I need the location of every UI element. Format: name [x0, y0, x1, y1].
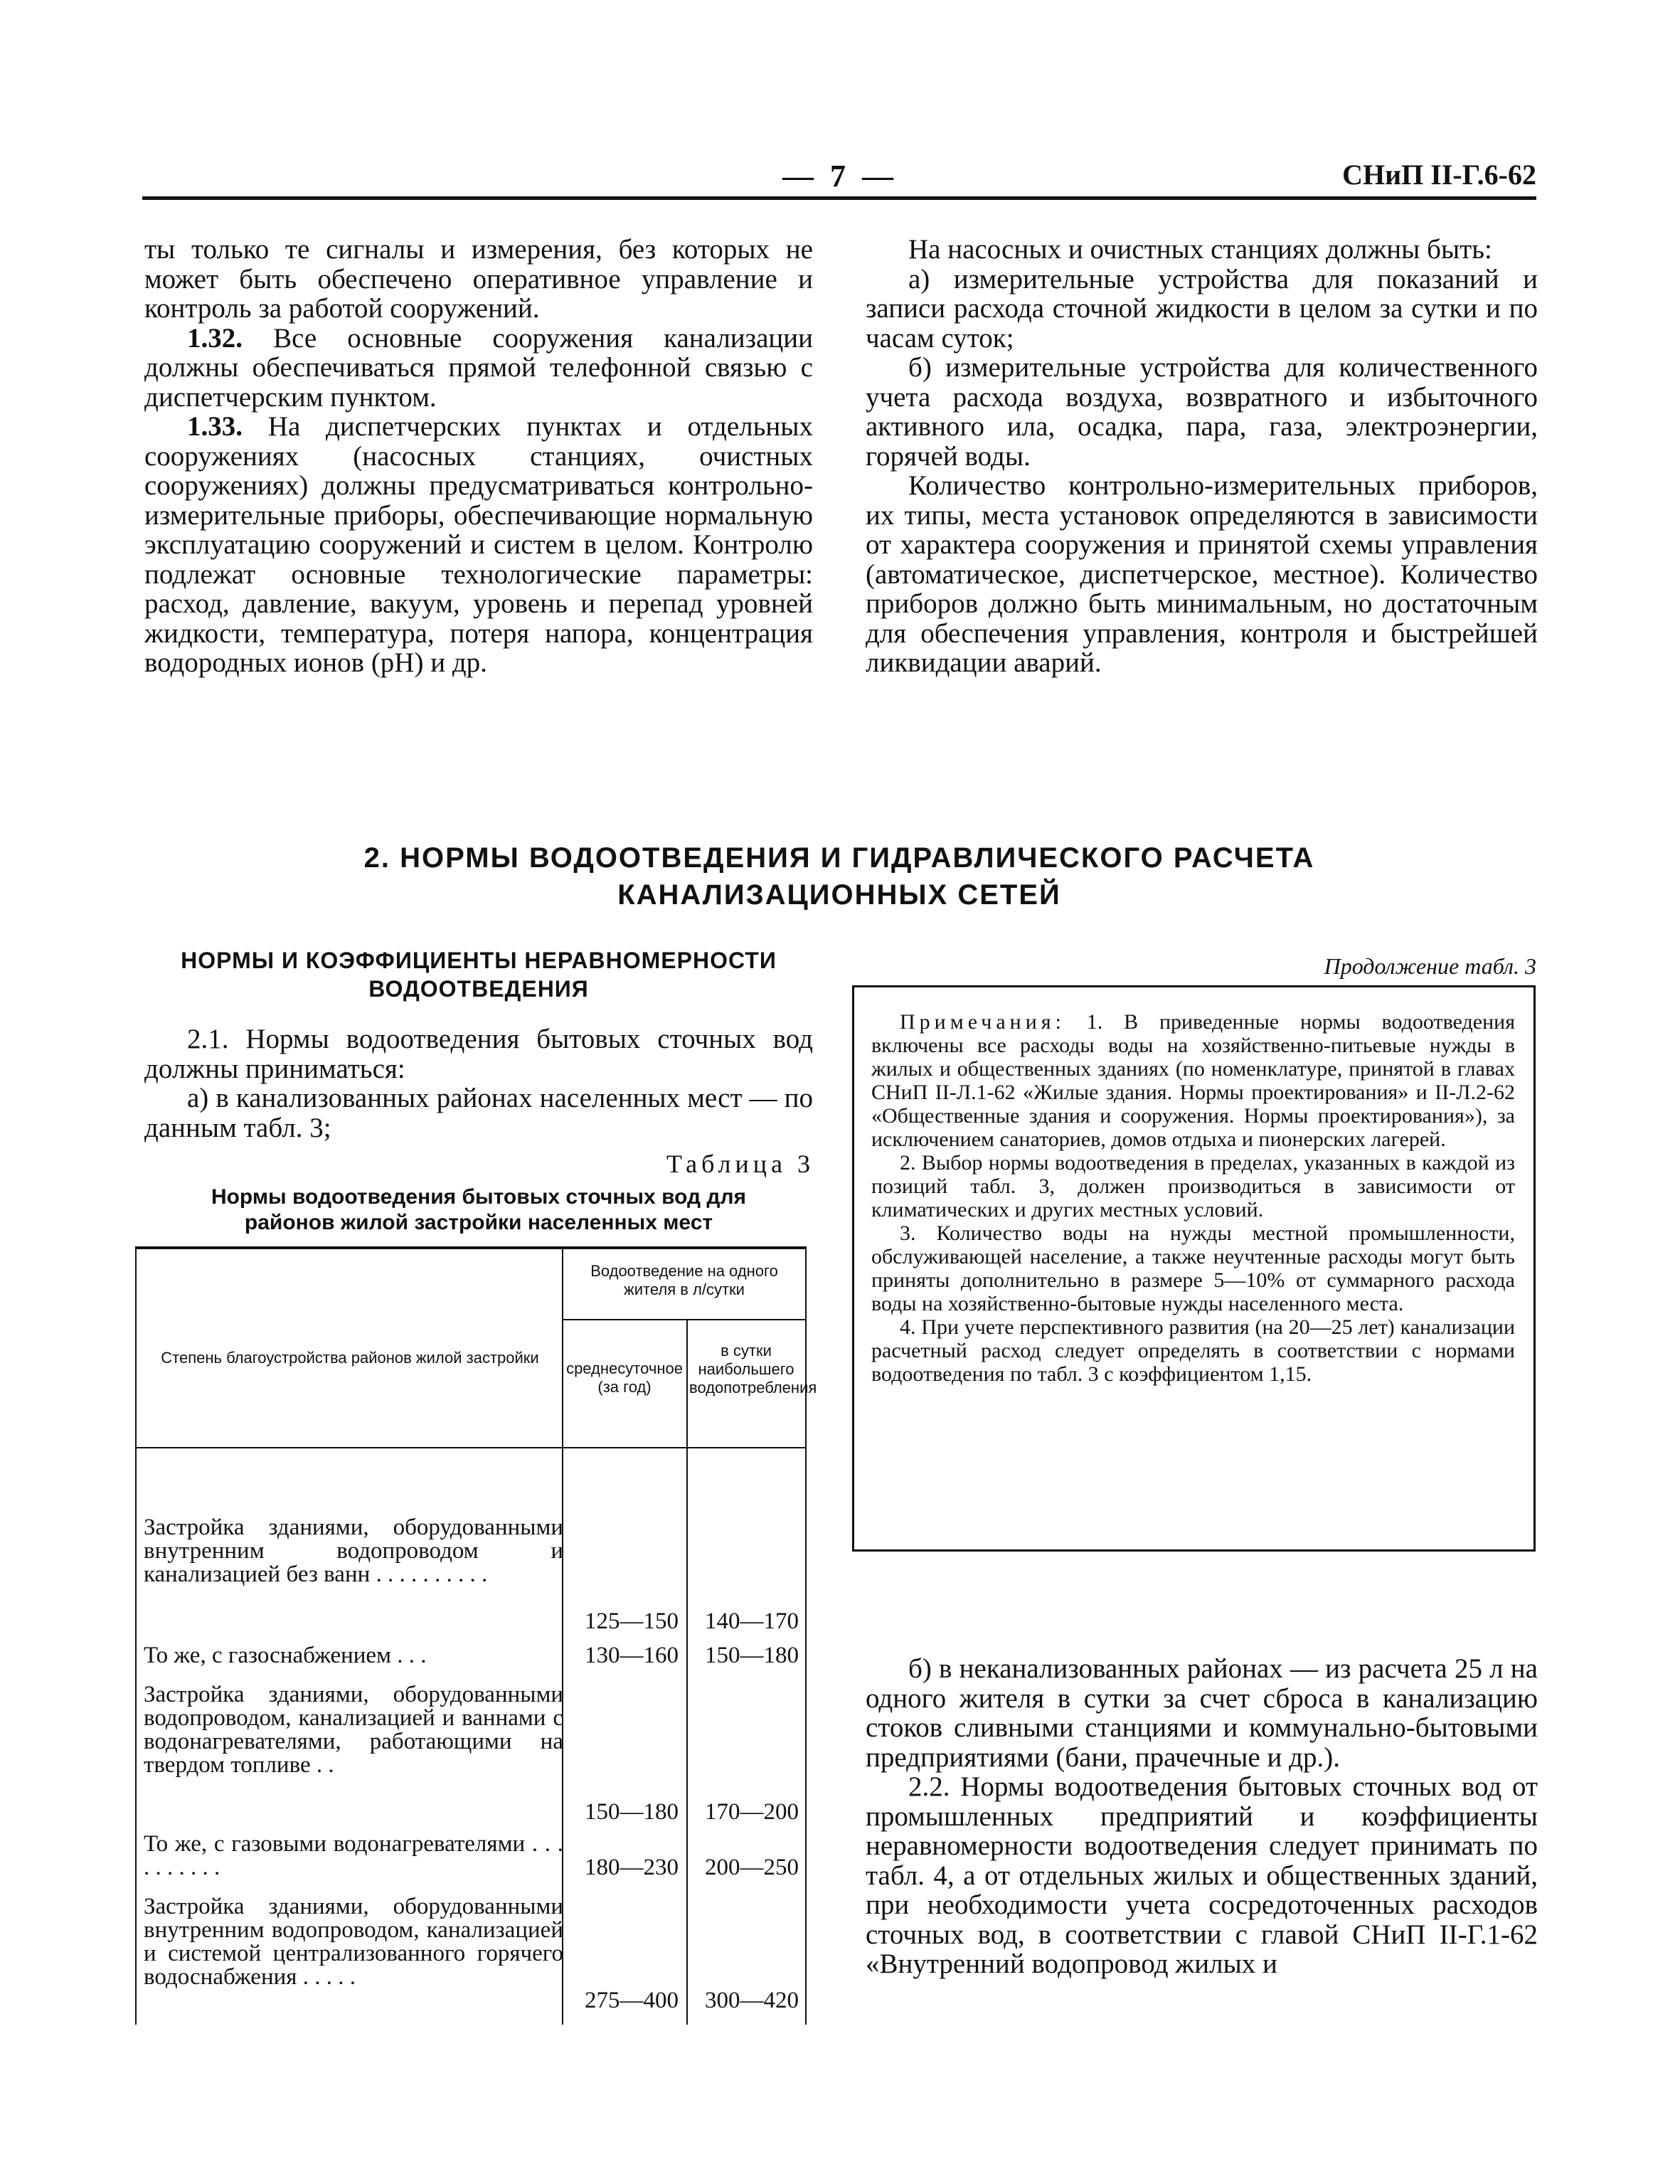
row-average: 130—160	[585, 1643, 679, 1668]
paragraph: а) измерительные устройства для показаний и записи расхода сточной жидкости в целом за сутки и по часам суток;	[866, 263, 1538, 354]
row-max: 200—250	[705, 1855, 799, 1880]
column-header-main: Степень благоустройства районов жилой застройки	[161, 1349, 539, 1367]
note-1	[871, 1010, 1515, 1151]
column-header-group: Водоотведение на одного жителя в л/сутки	[590, 1262, 778, 1298]
column-header-average: среднесуточное (за год)	[566, 1359, 683, 1396]
paragraph-1-32	[144, 324, 813, 413]
header-bottom-rule	[137, 1447, 805, 1448]
paragraph: Количество контрольно-измерительных приборов, их типы, места установок определяются в зависимости от характера сооружения и принятой схемы управления (автоматическое, диспетчерское, местное). Количество приборов должно быть минимальным, но достаточным для обеспечения управления, контроля и быстрейшей ликвидации аварий.	[866, 470, 1538, 678]
paragraph: ты только те сигналы и измерения, без которых не может быть обеспечено оперативное управление и контроль за работой сооружений.	[144, 234, 813, 324]
clause-number: 2.1.	[187, 1024, 229, 1054]
row-average: 125—150	[585, 1608, 679, 1634]
section-title-line: 2. НОРМЫ ВОДООТВЕДЕНИЯ И ГИДРАВЛИЧЕСКОГО РАСЧЕТА	[363, 842, 1315, 874]
clause-text: На диспетчерских пунктах и отдельных сооружениях (насосных станциях, очистных сооружениях) должны предусматриваться контрольно-измерительные приборы, обеспечивающие нормальную эксплуатацию сооружений и систем в целом. Контролю подлежат основные технологические параметры: расход, давление, вакуум, уровень и перепад уровней жидкости, температура, потеря напора, концентрация водородных ионов (рН) и др.	[144, 411, 813, 678]
paragraph: На насосных и очистных станциях должны быть:	[908, 234, 1492, 265]
header-divider	[562, 1319, 805, 1320]
clause-text: Нормы водоотведения бытовых сточных вод от промышленных предприятий и коэффициенты неравномерности водоотведения следует принимать по табл. 4, а от отдельных жилых и общественных зданий, при необходимости учета сосредоточенных расходов сточных вод, в соответствии с главой СНиП II-Г.1-62 «Внутренний водопровод жилых и	[866, 1771, 1538, 1979]
column-divider	[686, 1319, 688, 2025]
norms-table	[135, 1246, 817, 2025]
row-description: То же, с газовыми водонагревателями . . . . . . . . . .	[144, 1831, 563, 1880]
sub-heading-line: ВОДООТВЕДЕНИЯ	[368, 976, 589, 1002]
row-average: 180—230	[585, 1855, 679, 1880]
right-column-bottom	[866, 1654, 1538, 1979]
row-max: 300—420	[705, 1988, 799, 2013]
paragraph-2-2	[866, 1772, 1538, 1979]
page-number: — 7 —	[782, 159, 898, 194]
table-title	[144, 1184, 813, 1236]
paragraph: б) измерительные устройства для количественного учета расхода воздуха, возвратного и избыточного активного ила, осадка, пара, газа, электроэнергии, горячей воды.	[866, 352, 1538, 472]
clause-text: Нормы водоотведения бытовых сточных вод должны приниматься:	[144, 1024, 814, 1084]
row-description: Застройка зданиями, оборудованными водопроводом, канализацией и ваннами с водонагревателями, работающими на твердом топливе . .	[144, 1682, 563, 1778]
page-header	[142, 158, 1536, 201]
section-title-line: КАНАЛИЗАЦИОННЫХ СЕТЕЙ	[617, 879, 1061, 911]
left-column-middle	[144, 1024, 813, 1143]
paragraph-2-1	[144, 1024, 813, 1083]
clause-number: 1.32.	[187, 322, 243, 354]
notes-heading: Примечания:	[900, 1010, 1065, 1034]
sub-heading	[144, 946, 813, 1003]
note-2: 2. Выбор нормы водоотведения в пределах, указанных в каждой из позиций табл. 3, должен производиться в зависимости от климатических и других местных условий.	[871, 1151, 1515, 1221]
row-max: 150—180	[705, 1643, 799, 1668]
row-average: 275—400	[585, 1988, 679, 2013]
clause-text: Все основные сооружения канализации должны обеспечиваться прямой телефонной связью с диспетчерским пунктом.	[144, 322, 813, 413]
column-header-max: в сутки наибольшего водопотребления	[689, 1342, 817, 1396]
paragraph: б) в неканализованных районах — из расчета 25 л на одного жителя в сутки за счет сброса в канализацию стоков сливными станциями и коммунально-бытовыми предприятиями (бани, прачечные и др.).	[866, 1653, 1538, 1773]
row-description: Застройка зданиями, оборудованными внутренним водопроводом и канализацией без ванн . . . . . . . . . .	[144, 1515, 563, 1587]
table-notes	[871, 1010, 1515, 1386]
row-average: 150—180	[585, 1799, 679, 1825]
row-max: 140—170	[705, 1608, 799, 1634]
paragraph: а) в канализованных районах населенных мест — по данным табл. 3;	[144, 1083, 813, 1143]
table-label: Таблица 3	[666, 1150, 814, 1178]
clause-number: 2.2.	[908, 1771, 950, 1802]
section-title	[142, 839, 1536, 913]
note-4: 4. При учете перспективного развития (на 20—25 лет) канализации расчетный расход следует определять в соответствии с нормами водоотведения по табл. 3 с коэффициентом 1,15.	[871, 1315, 1515, 1386]
note-3: 3. Количество воды на нужды местной промышленности, обслуживающей население, а также неучтенные расходы могут быть приняты дополнительно в размере 5—10% от суммарного расхода воды на хозяйственно-бытовые нужды населенного места.	[871, 1221, 1515, 1315]
note-text: 1. В приведенные нормы водоотведения включены все расходы воды на хозяйственно-питьевые нужды в жилых и общественных зданиях (по номенклатуре, принятой в главах СНиП II-Л.1-62 «Жилые здания. Нормы проектирования» и II-Л.2-62 «Общественные здания и сооружения. Нормы проектирования»), за исключением санаториев, домов отдыха и пионерских лагерей.	[871, 1010, 1516, 1151]
row-description: То же, с газоснабжением . . .	[144, 1643, 427, 1668]
row-max: 170—200	[705, 1799, 799, 1825]
sub-heading-line: НОРМЫ И КОЭФФИЦИЕНТЫ НЕРАВНОМЕРНОСТИ	[181, 948, 777, 973]
document-code: СНиП II-Г.6-62	[1342, 159, 1536, 191]
paragraph-1-33	[144, 412, 813, 678]
continuation-label: Продолжение табл. 3	[1324, 953, 1536, 979]
table-title-line: Нормы водоотведения бытовых сточных вод для	[211, 1185, 747, 1209]
right-column-top	[866, 235, 1538, 678]
table-title-line: районов жилой застройки населенных мест	[244, 1211, 713, 1234]
row-description: Застройка зданиями, оборудованными внутренним водопроводом, канализацией и системой централизованного горячего водоснабжения . . . . .	[144, 1894, 563, 1990]
left-column-top	[144, 235, 813, 678]
header-rule	[142, 196, 1536, 200]
clause-number: 1.33.	[187, 411, 243, 442]
